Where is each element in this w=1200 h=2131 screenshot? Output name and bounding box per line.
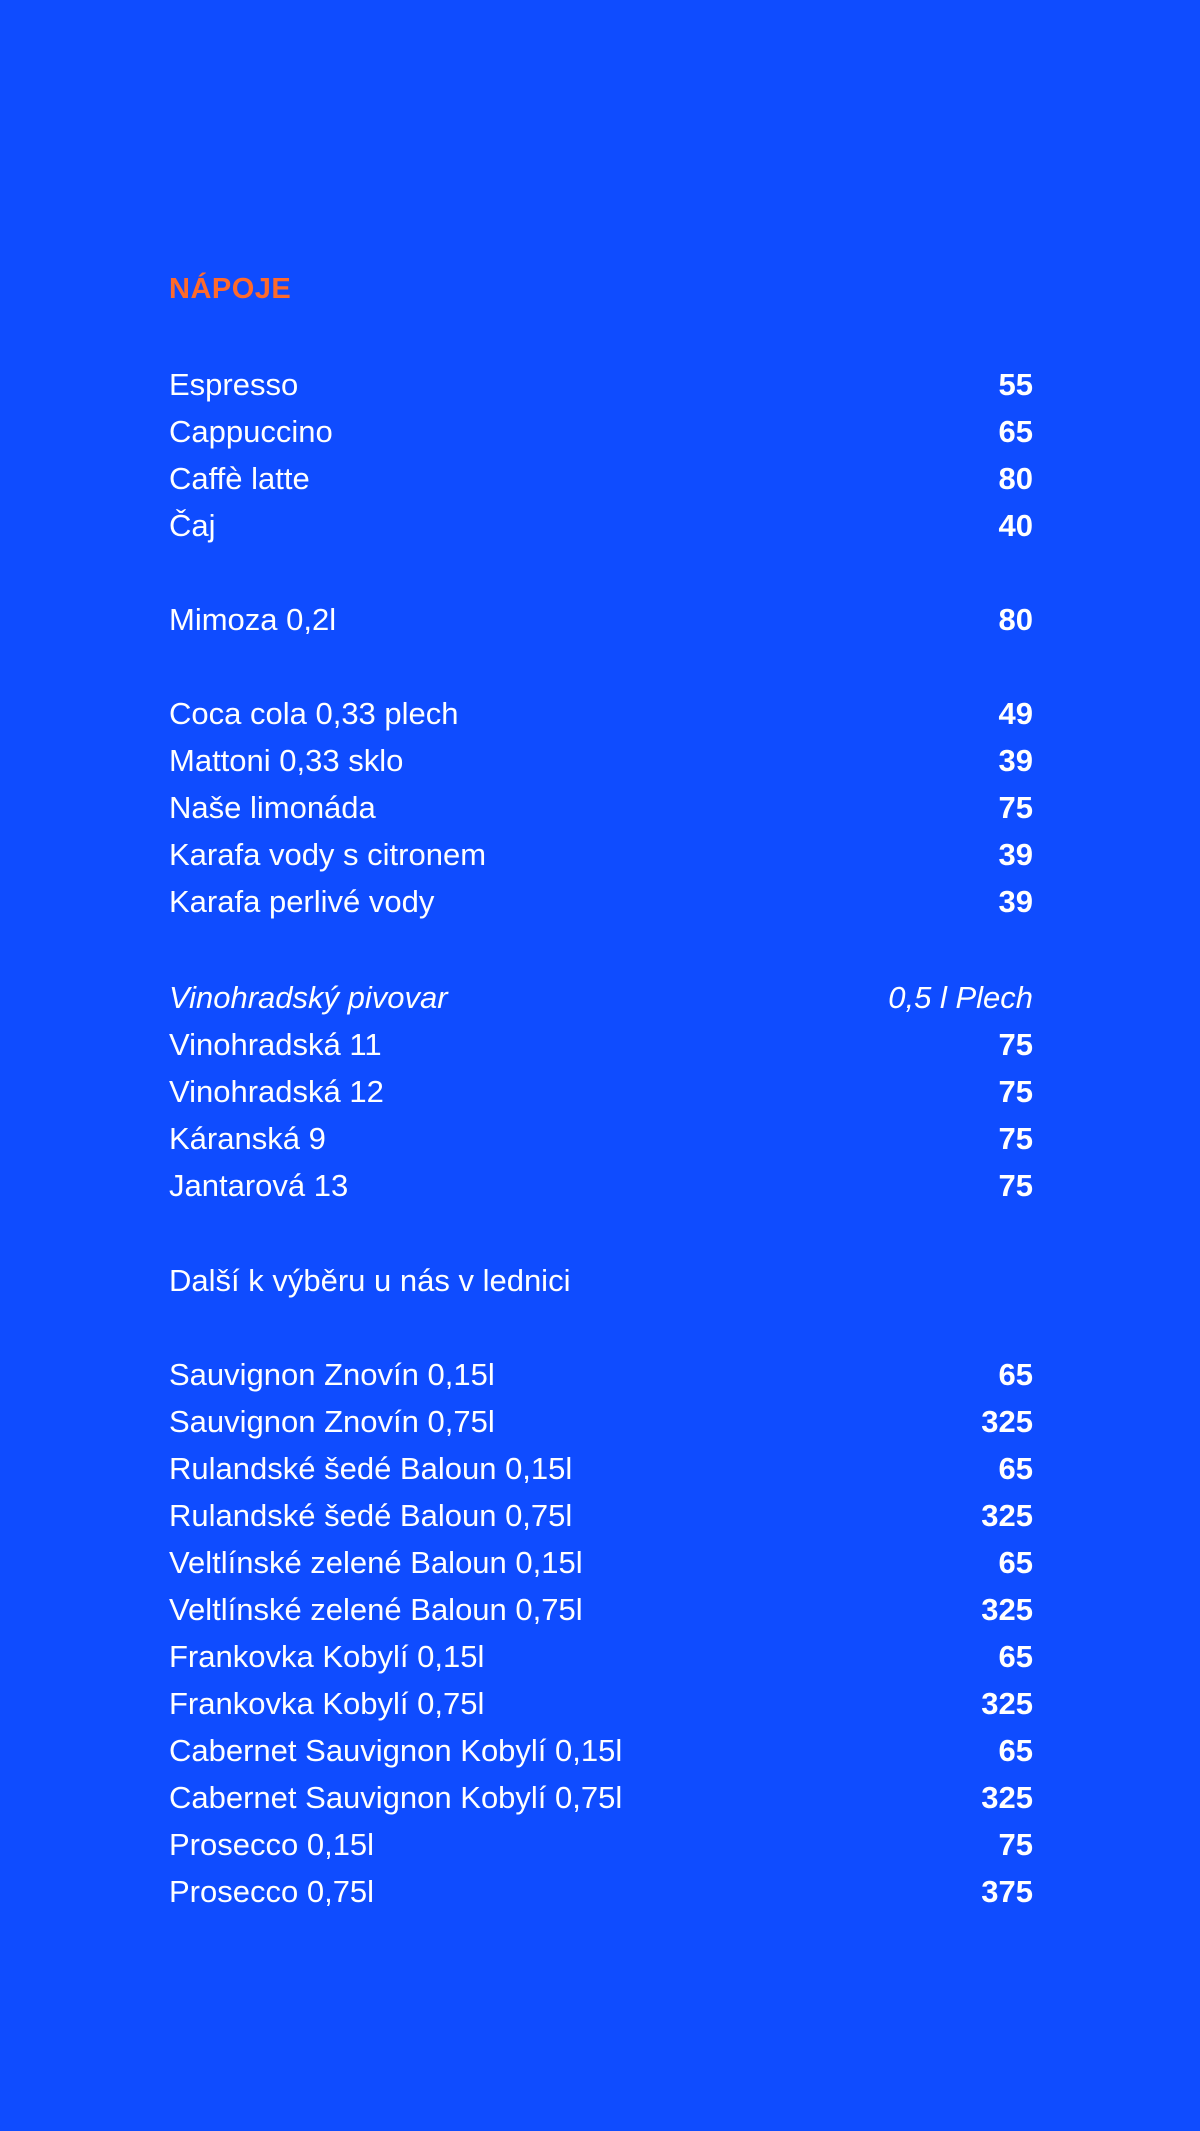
- item-name: Cabernet Sauvignon Kobylí 0,15l: [169, 1733, 623, 1768]
- menu-item: [169, 690, 1033, 737]
- item-price: 65: [998, 1545, 1033, 1580]
- menu-item: [169, 1680, 1033, 1727]
- item-price: 65: [998, 1639, 1033, 1674]
- item-name: Vinohradská 12: [169, 1074, 384, 1109]
- item-price: 325: [981, 1686, 1033, 1721]
- brewery-name: Vinohradský pivovar: [169, 980, 448, 1015]
- menu-item: [169, 596, 1033, 643]
- menu-item: [169, 1821, 1033, 1868]
- item-price: 65: [998, 1451, 1033, 1486]
- menu-item: [169, 1492, 1033, 1539]
- item-price: 75: [998, 1121, 1033, 1156]
- item-name: Sauvignon Znovín 0,75l: [169, 1404, 495, 1439]
- item-name: Frankovka Kobylí 0,15l: [169, 1639, 485, 1674]
- item-price: 39: [998, 743, 1033, 778]
- item-name: Prosecco 0,75l: [169, 1874, 375, 1909]
- item-name: Rulandské šedé Baloun 0,75l: [169, 1498, 573, 1533]
- item-price: 75: [998, 1168, 1033, 1203]
- menu-item: [169, 1115, 1033, 1162]
- item-price: 325: [981, 1780, 1033, 1815]
- menu-item: [169, 1398, 1033, 1445]
- menu-item: [169, 1021, 1033, 1068]
- item-price: 75: [998, 790, 1033, 825]
- menu-item: [169, 1351, 1033, 1398]
- item-price: 325: [981, 1404, 1033, 1439]
- fridge-note: [169, 1257, 1033, 1304]
- item-price: 80: [998, 602, 1033, 637]
- item-name: Vinohradská 11: [169, 1027, 382, 1062]
- menu-item: [169, 1162, 1033, 1209]
- item-price: 49: [998, 696, 1033, 731]
- item-price: 55: [998, 367, 1033, 402]
- beer-section-header: [169, 974, 1033, 1021]
- menu-item: [169, 784, 1033, 831]
- item-name: Sauvignon Znovín 0,15l: [169, 1357, 495, 1392]
- item-name: Mimoza 0,2l: [169, 602, 337, 637]
- menu-item: [169, 1774, 1033, 1821]
- item-name: Karafa perlivé vody: [169, 884, 435, 919]
- serving-unit: 0,5 l Plech: [888, 980, 1033, 1015]
- item-price: 325: [981, 1592, 1033, 1627]
- menu-item: [169, 1445, 1033, 1492]
- item-price: 325: [981, 1498, 1033, 1533]
- item-name: Cappuccino: [169, 414, 333, 449]
- item-price: 375: [981, 1874, 1033, 1909]
- menu-item: [169, 1539, 1033, 1586]
- item-price: 75: [998, 1027, 1033, 1062]
- item-name: Karafa vody s citronem: [169, 837, 487, 872]
- item-price: 39: [998, 837, 1033, 872]
- item-name: Rulandské šedé Baloun 0,15l: [169, 1451, 573, 1486]
- item-name: Prosecco 0,15l: [169, 1827, 375, 1862]
- item-name: Cabernet Sauvignon Kobylí 0,75l: [169, 1780, 623, 1815]
- menu-item: [169, 1068, 1033, 1115]
- item-name: Caffè latte: [169, 461, 310, 496]
- menu-item: [169, 878, 1033, 925]
- item-price: 75: [998, 1827, 1033, 1862]
- menu-item: [169, 1868, 1033, 1915]
- item-name: Veltlínské zelené Baloun 0,75l: [169, 1592, 583, 1627]
- menu-item: [169, 1633, 1033, 1680]
- item-name: Veltlínské zelené Baloun 0,15l: [169, 1545, 583, 1580]
- menu-item: [169, 455, 1033, 502]
- menu-item: [169, 361, 1033, 408]
- menu-title: NÁPOJE: [169, 273, 292, 305]
- item-price: 80: [998, 461, 1033, 496]
- item-price: 75: [998, 1074, 1033, 1109]
- menu-item: [169, 408, 1033, 455]
- menu-item: [169, 502, 1033, 549]
- item-price: 39: [998, 884, 1033, 919]
- item-name: Čaj: [169, 508, 216, 543]
- item-price: 65: [998, 1733, 1033, 1768]
- item-name: Káranská 9: [169, 1121, 326, 1156]
- item-price: 40: [998, 508, 1033, 543]
- note-text: Další k výběru u nás v lednici: [169, 1263, 571, 1298]
- menu-item: [169, 737, 1033, 784]
- menu-item: [169, 831, 1033, 878]
- menu-item: [169, 1727, 1033, 1774]
- item-name: Naše limonáda: [169, 790, 376, 825]
- item-name: Mattoni 0,33 sklo: [169, 743, 404, 778]
- item-price: 65: [998, 1357, 1033, 1392]
- item-name: Espresso: [169, 367, 299, 402]
- item-name: Frankovka Kobylí 0,75l: [169, 1686, 485, 1721]
- item-name: Coca cola 0,33 plech: [169, 696, 459, 731]
- item-price: 65: [998, 414, 1033, 449]
- menu-item: [169, 1586, 1033, 1633]
- item-name: Jantarová 13: [169, 1168, 349, 1203]
